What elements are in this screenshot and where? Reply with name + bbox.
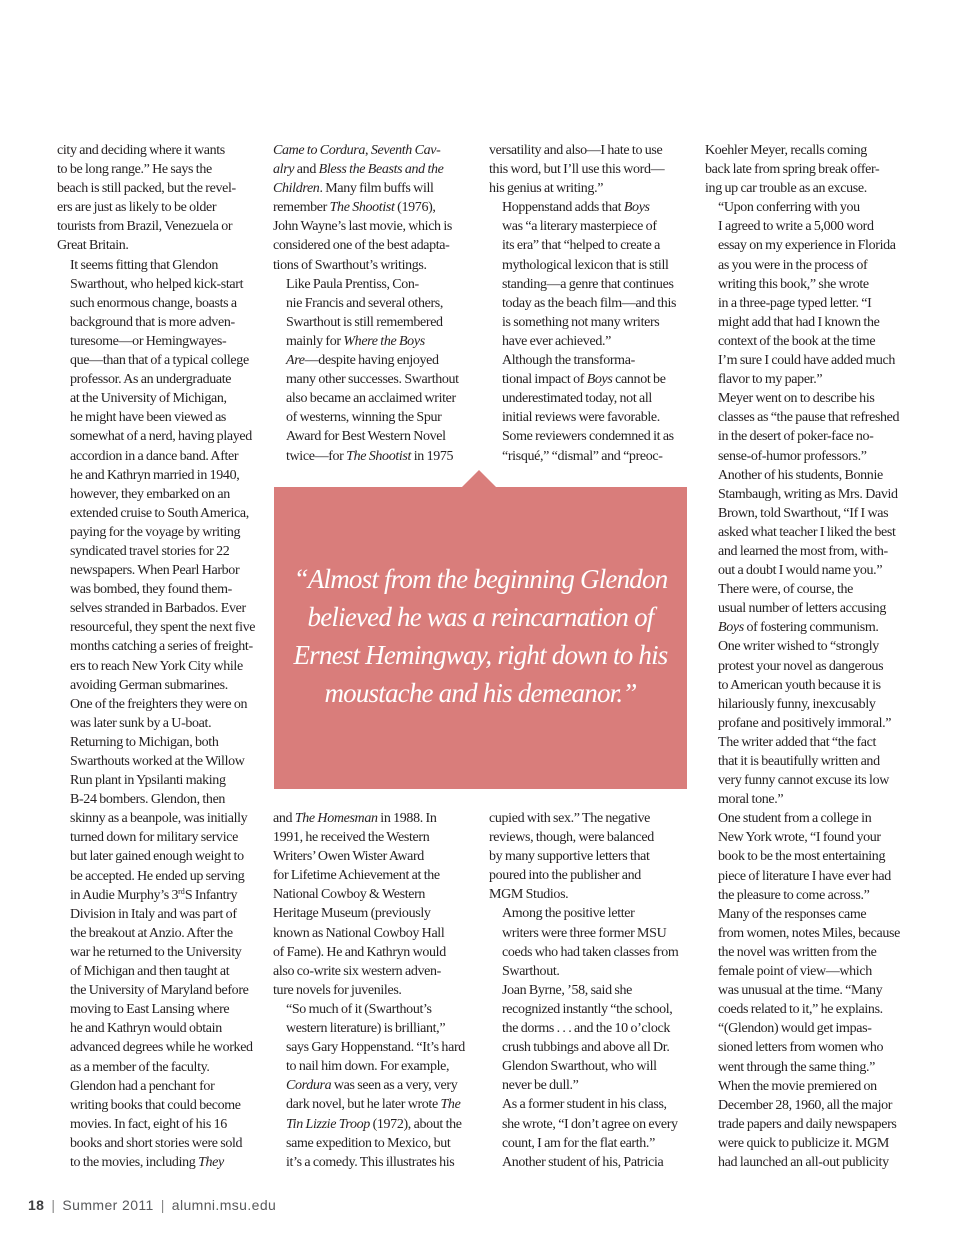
paragraph: “So much of it (Swarthout’s western literature) is brilliant,” says Gary Hoppenstand. “It’s hard to nail him down. For example, Cordura was seen as a very, very dark novel, but he later wrote The Tin Lizzie Troop (1972), about the same expedition to Mexico, but it’s a comedy. This illustrates his: [286, 1001, 465, 1170]
article-column-2-bottom: [273, 809, 469, 1172]
website-link[interactable]: alumni.msu.edu: [171, 1197, 277, 1213]
paragraph: Returning to Michigan, both Swarthouts worked at the Willow Run plant in Ypsilanti making B-24 bombers. Glendon, then skinny as a beanpole, was initially turned down for military service but later gained enough weight to be accepted. He ended up serving in Audie Murphy’s 3rdS Infantry Division in Italy and was part of the breakout at Anzio. After the war he returned to the University of Michigan and then taught at the University of Maryland before moving to East Lansing where he and Kathryn would obtain advanced degrees while he worked as a member of the faculty.: [70, 734, 253, 1075]
footer-separator: |: [160, 1197, 165, 1213]
paragraph: As a former student in his class, she wrote, “I don’t agree on every count, I am for the flat earth.”: [502, 1097, 678, 1151]
paragraph: Came to Cordura, Seventh Cav- alry and Bless the Beasts and the Children. Many film buffs will remember The Shootist (1976), John Wayne’s last movie, which is considered one of the best adapta- tions of Swarthout’s writings.: [273, 143, 452, 273]
paragraph: Meyer went on to describe his classes as “the pause that refreshed in the desert of poker-face no- sense-of-humor professors.”: [718, 391, 900, 464]
paragraph: cupied with sex.” The negative reviews, though, were balanced by many supportive letters that poured into the publisher and MGM Studios.: [489, 811, 654, 903]
paragraph: Among the positive letter writers were three former MSU coeds who had taken classes from Swarthout.: [502, 906, 679, 979]
paragraph: It seems fitting that Glendon Swarthout, who helped kick-start such enormous change, boasts a background that is more adven- turesome—or Hemingwayes- que—than that of a typical college professor. As an undergraduate at the University of Michigan, he might have been viewed as somewhat of a nerd, having played accordion in a dance band. After he and Kathryn married in 1940, however, they embarked on an extended cruise to South America, paying for the voyage by writing syndicated travel stories for 22 newspapers. When Pearl Harbor was bombed, they found them- selves stranded in Barbados. Ever resourceful, they spent the next five months catching a series of freight- ers to reach New York City while avoiding German submarines. One of the freighters they were on was later sunk by a U-boat.: [70, 257, 256, 731]
article-column-3-bottom: [489, 809, 685, 1172]
article-column-4: [705, 141, 901, 1172]
article-column-2-top: [273, 141, 469, 466]
page-number: 18: [28, 1197, 45, 1213]
paragraph: Although the transforma- tional impact of Boys cannot be underestimated today, not all initial reviews were favorable. Some reviewers condemned it as “risqué,” “dismal” and “preoc-: [502, 353, 674, 464]
paragraph: city and deciding where it wants to be long range.” He says the beach is still packed, but the revel- ers are just as likely to be older tourists from Brazil, Venezuela or Great Britain.: [57, 143, 236, 254]
page-footer: [28, 1197, 276, 1213]
paragraph: Koehler Meyer, recalls coming back late from spring break offer- ing up car trouble as an excuse.: [705, 143, 880, 197]
paragraph: Like Paula Prentiss, Con- nie Francis and several others, Swarthout is still remembered mainly for Where the Boys Are—despite having enjoyed many other successes. Swarthout also became an acclaimed writer of westerns, winning the Spur Award for Best Western Novel twice—for The Shootist in 1975: [286, 276, 459, 464]
pull-quote-pointer: [461, 470, 497, 488]
paragraph: Glendon had a penchant for writing books that could become movies. In fact, eight of his 16 books and short stories were sold to the movies, including They: [70, 1078, 243, 1170]
paragraph: Joan Byrne, ’58, said she recognized instantly “the school, the dorms . . . and the 10 o’clock crush tubbings and above all Dr. Glendon Swarthout, who will never be dull.”: [502, 982, 673, 1094]
article-column-1: [57, 141, 256, 1172]
paragraph: Many of the responses came from women, notes Miles, because the novel was written from the female point of view—which was unusual at the time. “Many coeds related to it,” he explains. “(Glendon) would get impas- sioned letters from women who went through the same thing.”: [718, 906, 900, 1075]
paragraph: Hoppenstand adds that Boys was “a literary masterpiece of its era” that “helped to create a mythological lexicon that is still standing—a genre that continues today as the beach film—and this is something not many writers have ever achieved.”: [502, 200, 677, 349]
issue-label: Summer 2011: [62, 1197, 154, 1213]
paragraph: One student from a college in New York wrote, “I found your book to be the most entertaining piece of literature I have ever had the pleasure to come across.”: [718, 811, 891, 903]
pull-quote: “Almost from the beginning Glendon believed he was a reincarnation of Ernest Hemingway, right down to his moustache and his demeanor.”: [293, 564, 668, 708]
paragraph: When the movie premiered on December 28, 1960, all the major trade papers and daily newspapers were quick to publicize it. MGM had launched an all-out publicity: [718, 1078, 897, 1170]
paragraph: “Upon conferring with you I agreed to write a 5,000 word essay on my experience in Florida as you were in the process of writing this book,” she wrote in a three-page typed letter. “I might add that had I known the context of the book at the time I’m sure I could have added much flavor to my paper.”: [718, 200, 896, 388]
footer-separator: |: [51, 1197, 56, 1213]
paragraph: Another of his students, Bonnie Stambaugh, writing as Mrs. David Brown, told Swarthout, “If I was asked what teacher I liked the best and learned the most from, with- out a doubt I would name you.”: [718, 467, 898, 579]
paragraph: versatility and also—I hate to use this word, but I’ll use this word— his genius at writing.”: [489, 143, 665, 197]
article-column-3-top: [489, 141, 685, 466]
paragraph: and The Homesman in 1988. In 1991, he received the Western Writers’ Owen Wister Award for Lifetime Achievement at the National Cowboy & Western Heritage Museum (previously known as National Cowboy Hall of Fame). He and Kathryn would also co-write six western adven- ture novels for juveniles.: [273, 811, 446, 998]
paragraph: There were, of course, the usual number of letters accusing Boys of fostering communism. One writer wished to “strongly protest your novel as dangerous to American youth because it is hilariously funny, inexcusably profane and positively immoral.” The writer added that “the fact that it is beautifully written and very funny cannot excuse its low moral tone.”: [718, 582, 892, 808]
paragraph: Another student of his, Patricia: [502, 1154, 664, 1170]
